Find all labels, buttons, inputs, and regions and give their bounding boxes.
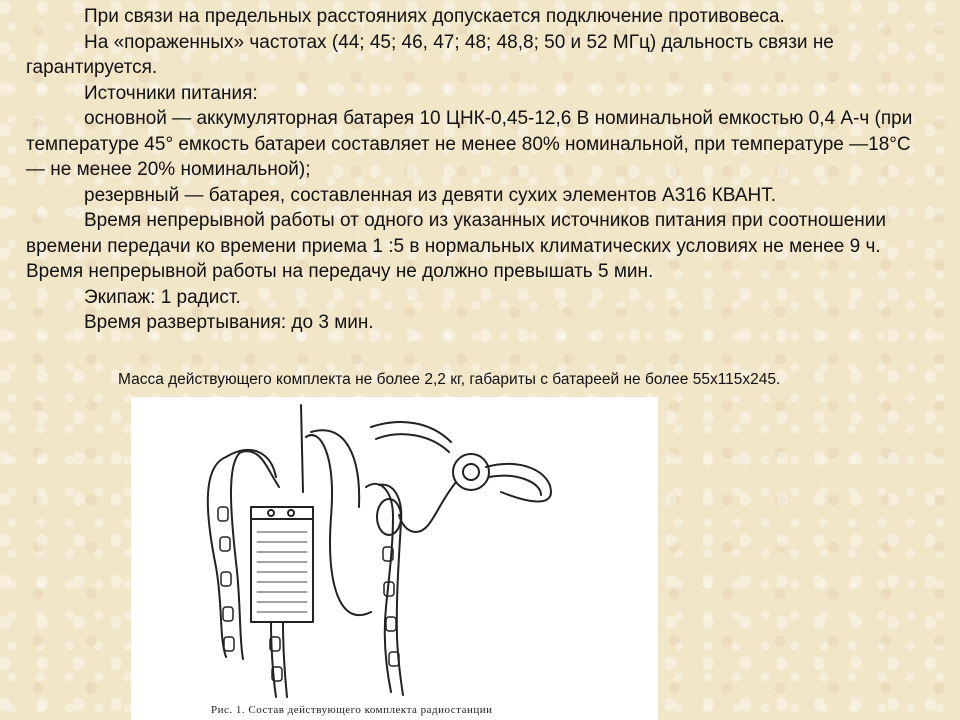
paragraph-crew: Экипаж: 1 радист. bbox=[84, 286, 241, 308]
paragraph-reserve-battery: резервный — батарея, составленная из девяти сухих элементов А316 КВАНТ. bbox=[84, 184, 776, 206]
paragraph-frequencies: На «пораженных» частотах (44; 45; 46, 47; 48; 48,8; 50 и 52 МГц) дальность связи не гарантируется. bbox=[26, 31, 834, 78]
radio-body bbox=[251, 507, 313, 622]
antenna bbox=[301, 405, 303, 492]
paragraph-power-heading: Источники питания: bbox=[84, 82, 258, 104]
radio-set-illustration bbox=[131, 397, 658, 720]
left-strap-outer bbox=[208, 457, 226, 657]
document-body bbox=[26, 4, 926, 336]
left-strap-inner bbox=[231, 452, 243, 659]
mass-dimensions-line: Масса действующего комплекта не более 2,2 кг, габариты с батареей не более 55х115х245. bbox=[118, 371, 781, 388]
paragraph-counterweight: При связи на предельных расстояниях допускается подключение противовеса. bbox=[84, 6, 785, 27]
paragraph-operating-time: Время непрерывной работы от одного из указанных источников питания при соотношении времени передачи ко времени приема 1 :5 в нормальных климатических условиях не менее 9 ч. Время непрерывной работы на передачу не должно превышать 5 мин. bbox=[26, 210, 886, 282]
paragraph-main-battery: основной — аккумуляторная батарея 10 ЦНК-0,45-12,6 В номинальной емкостью 0,4 А-ч (при температуре 45° емкость батареи составляет не менее 80% номинальной, при температуре —18°С — не менее 20% номинальной); bbox=[26, 108, 913, 180]
cable-main bbox=[306, 435, 371, 615]
radio-set-figure bbox=[131, 397, 658, 720]
paragraph-deploy-time: Время развертывания: до 3 мин. bbox=[84, 312, 374, 333]
figure-caption: Рис. 1. Состав действующего комплекта радиостанции bbox=[211, 704, 493, 716]
ptt-handset bbox=[377, 499, 401, 535]
headset-earpiece bbox=[453, 454, 489, 490]
